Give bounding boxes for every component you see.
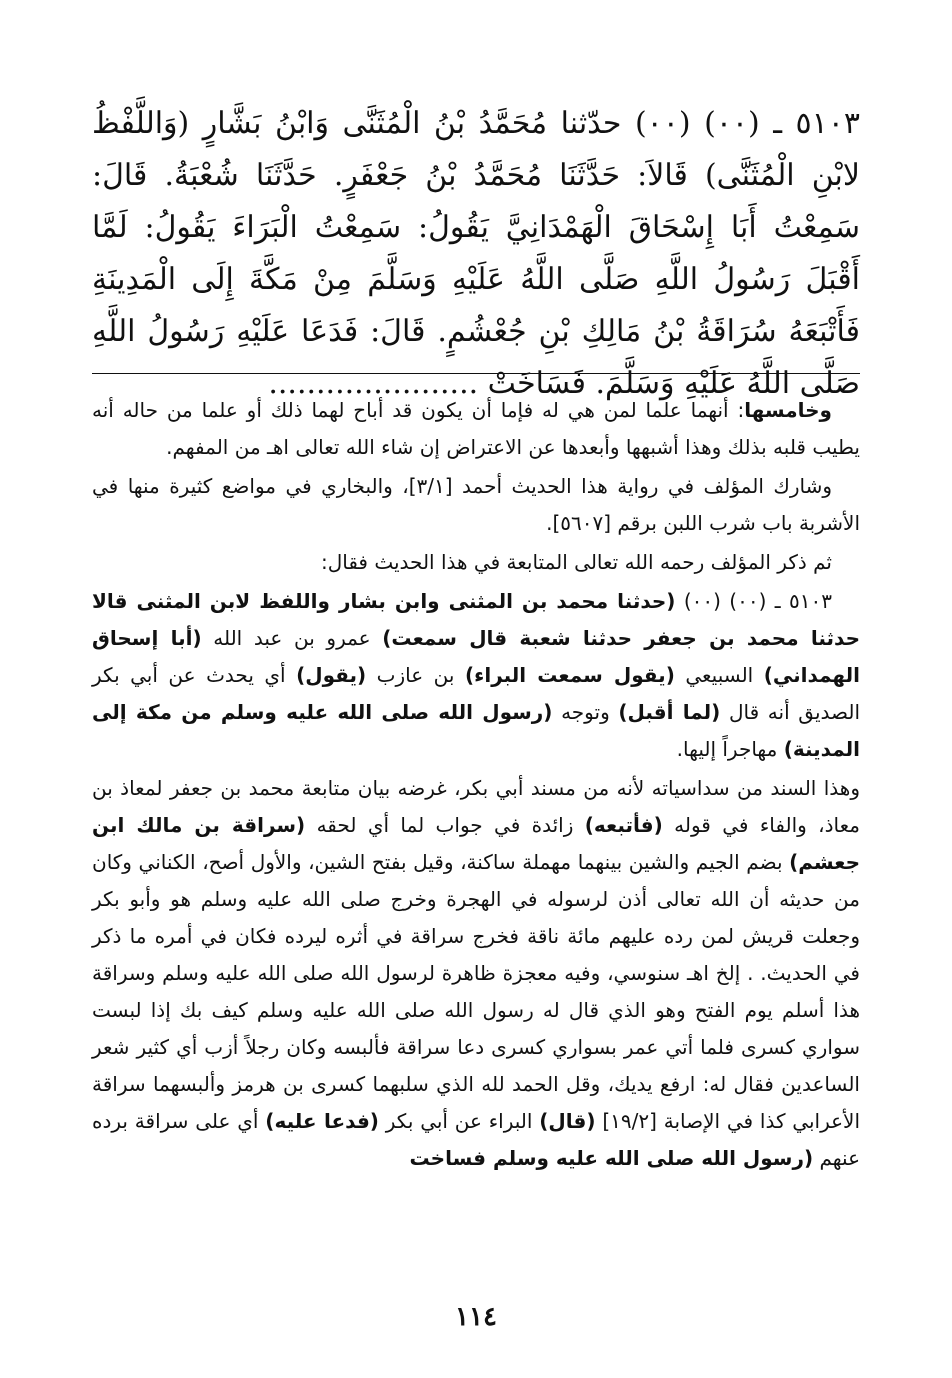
page-number: ١١٤ [455, 1302, 497, 1332]
plain-text: أي على سراقة برده عنهم [92, 1109, 860, 1170]
plain-text: ٥١٠٣ ـ (٠٠) (٠٠) [675, 589, 832, 613]
plain-text: مهاجراً إليها. [676, 737, 784, 761]
quoted-text: (حدثنا محمد بن المثنى وابن بشار واللفظ لابن المثنى قالا حدثنا محمد بن جعفر حدثنا شعبة قال سمعت) [92, 589, 861, 650]
commentary-paragraph-4 [92, 583, 860, 768]
quoted-text: (رسول الله صلى الله عليه وسلم فساخت [409, 1146, 814, 1170]
commentary-paragraph-5 [92, 770, 860, 1177]
commentary-lead: وخامسها [744, 398, 832, 422]
quoted-text: (رسول الله صلى الله عليه وسلم من مكة إلى المدينة) [92, 700, 860, 761]
quoted-text: (فأتبعه) [584, 813, 663, 837]
commentary-paragraph-1 [92, 392, 860, 466]
quoted-text: (يقول) [296, 663, 367, 687]
quoted-text: (يقول سمعت البراء) [464, 663, 675, 687]
commentary-text: : أنهما علما لمن هي له فإما أن يكون قد أباح لهما ذلك أو علما من حاله أنه يطيب قلبه بذلك وهذا أشبهها وأبعدها عن الاعتراض إن شاء الله تعالى اهـ من المفهم. [92, 398, 860, 459]
plain-text: وهذا السند من سداسياته لأنه من مسند أبي بكر، غرضه بيان متابعة محمد بن جعفر لمعاذ بن معاذ، والفاء في قوله [92, 776, 860, 837]
quoted-text: (أبا إسحاق الهمداني) [92, 626, 860, 687]
page [92, 98, 860, 410]
hadith-text-block [92, 98, 860, 410]
plain-text: بضم الجيم والشين بينهما مهملة ساكنة، وقيل بفتح الشين، والأول أصح، الكناني وكان من حديثه أن الله تعالى أذن لرسوله في الهجرة وخرج صلى الله عليه وسلم هو وأبو بكر وجعلت قريش لمن رده عليهم مائة ناقة فخرج سراقة في أثره ليرده فكان في أمره ما ذكر في الحديث. . إلخ اهـ سنوسي، وفيه معجزة ظاهرة لرسول الله صلى الله عليه وسلم وسراقة هذا أسلم يوم الفتح وهو الذي قال له رسول الله صلى الله عليه وسلم كيف بك إذا لبست سواري كسرى فلما أتي عمر بسواري كسرى دعا سراقة فألبسه وكان رجلاً أزب أي كثير شعر الساعدين فقال له: ارفع يديك، وقل الحمد لله الذي سلبهما كسرى بن هرمز وألبسهما سراقة الأعرابي كذا في الإصابة [١٩/٢] [92, 850, 861, 1133]
plain-text: أي يحدث عن أبي بكر الصديق أنه قال [92, 663, 861, 724]
commentary-paragraph-2: وشارك المؤلف في رواية هذا الحديث أحمد [٣/١]، والبخاري في مواضع كثيرة منها في الأشربة باب شرب اللبن برقم [٥٦٠٧]. [92, 474, 860, 535]
plain-text: بن عازب [366, 663, 465, 687]
commentary-paragraph-3: ثم ذكر المؤلف رحمه الله تعالى المتابعة في هذا الحديث فقال: [320, 550, 832, 574]
footnote-divider [92, 373, 860, 374]
quoted-text: (سراقة بن مالك ابن جعشم) [92, 813, 860, 874]
hadith-text: ٥١٠٣ ـ (٠٠) (٠٠) حدّثنا مُحَمَّدُ بْنُ الْمُثَنَّى وَابْنُ بَشَّارٍ (وَاللَّفْظُ لابْنِ الْمُثَنَّى) قَالاَ: حَدَّثَنَا مُحَمَّدُ بْنُ جَعْفَرٍ. حَدَّثَنَا شُعْبَةُ. قَالَ: سَمِعْتُ أَبَا إِسْحَاقَ الْهَمْدَانِيَّ يَقُولُ: سَمِعْتُ الْبَرَاءَ يَقُولُ: لَمَّا أَقْبَلَ رَسُولُ اللَّهِ صَلَّى اللَّهُ عَلَيْهِ وَسَلَّمَ مِنْ مَكَّةَ إِلَى الْمَدِينَةِ فَأَتْبَعَهُ سُرَاقَةُ بْنُ مَالِكِ بْنِ جُعْشُمٍ. قَالَ: فَدَعَا عَلَيْهِ رَسُولُ اللَّهِ صَلَّى اللَّهُ عَلَيْهِ وَسَلَّمَ. فَسَاخَتْ ...................... [92, 106, 860, 401]
quoted-text: (لما أقبل) [618, 700, 721, 724]
quoted-text: (قال) [539, 1109, 596, 1133]
quoted-text: (فدعا عليه) [265, 1109, 379, 1133]
plain-text: البراء عن أبي بكر [378, 1109, 540, 1133]
plain-text: عمرو بن عبد الله [201, 626, 383, 650]
plain-text: وتوجه [552, 700, 619, 724]
plain-text: السبيعي [674, 663, 764, 687]
plain-text: زائدة في جواب لما أي لحقه [305, 813, 585, 837]
commentary-block [92, 392, 860, 1179]
